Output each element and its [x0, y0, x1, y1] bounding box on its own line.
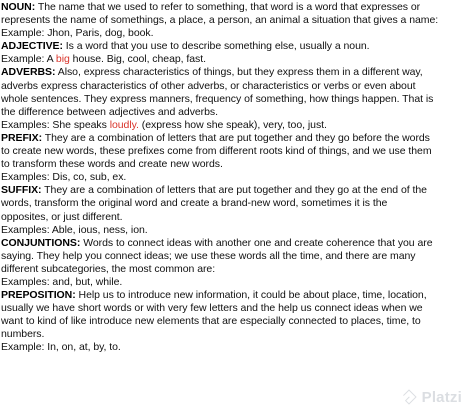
noun-definition-1: The name that we used to refer to something, that word is a word that expresses or [35, 1, 421, 13]
preposition-definition-1: Help us to introduce new information, it could be about place, time, location, [75, 289, 427, 302]
conjuntions-term: CONJUNTIONS: [1, 236, 81, 249]
conjuntions-definition-1: Words to connect ideas with another one and create coherence that you are [80, 236, 433, 249]
prefix-definition-1: They are a combination of letters that are put together and they go before the words [42, 131, 430, 144]
suffix-line-2 [1, 197, 465, 210]
noun-term: NOUN: [1, 1, 36, 13]
conjuntions-example-text: Examples: and, but, while. [1, 275, 123, 288]
conjuntions-line-1 [1, 237, 465, 250]
suffix-definition-3: opposites, or just different. [1, 210, 123, 223]
prefix-line-2 [1, 145, 465, 158]
adverbs-definition-1: Also, express characteristics of things, but they express them in a different way, [55, 66, 423, 79]
noun-example-text: Example: Jhon, Paris, dog, book. [1, 27, 154, 40]
preposition-example-text: Example: In, on, at, by, to. [1, 341, 121, 354]
prefix-term: PREFIX: [1, 131, 43, 144]
adjective-example-post: house. Big, cool, cheap, fast. [69, 53, 206, 66]
preposition-term: PREPOSITION: [1, 289, 76, 302]
platzi-watermark-text: Platzi [421, 388, 462, 406]
conjuntions-line-2 [1, 250, 465, 263]
conjuntions-line-3 [1, 263, 465, 276]
suffix-definition-1: They are a combination of letters that are put together and they go at the end of the [41, 184, 427, 197]
prefix-definition-2: to create new words, these prefixes come from different roots kind of things, and we use them [1, 145, 432, 158]
adjective-example-highlight: big [55, 53, 70, 66]
adverbs-definition-2: adverbs express characteristics of other adverbs, or characteristics or verbs or even about [1, 79, 416, 92]
adverbs-example-pre: Examples: She speaks [1, 118, 110, 131]
adverbs-term: ADVERBS: [1, 66, 56, 79]
preposition-line-4 [1, 328, 465, 341]
document-body [1, 1, 465, 355]
noun-example [1, 27, 465, 40]
adverbs-line-1 [1, 66, 465, 79]
conjuntions-definition-3: different subcategories, the most common are: [1, 262, 216, 275]
noun-line-1 [1, 1, 465, 14]
adverbs-line-2 [1, 80, 465, 93]
adverbs-line-3 [1, 93, 465, 106]
adjective-example [1, 53, 465, 66]
preposition-example [1, 341, 465, 354]
preposition-definition-3: want to kind of like introduce new elements that are especially connected to places, time, to [1, 315, 421, 328]
suffix-line-1 [1, 184, 465, 197]
preposition-line-1 [1, 289, 465, 302]
conjuntions-example [1, 276, 465, 289]
adverbs-example [1, 119, 465, 132]
adverbs-example-highlight: loudly. [109, 118, 139, 131]
prefix-example-text: Examples: Dis, co, sub, ex. [1, 171, 127, 184]
suffix-term: SUFFIX: [1, 184, 42, 197]
prefix-example [1, 171, 465, 184]
adjective-term: ADJECTIVE: [1, 40, 63, 53]
noun-definition-2: represents the name of somethings, a place, a person, an animal a situation that gives a name: [1, 14, 439, 27]
platzi-watermark [400, 388, 462, 406]
adverbs-line-4 [1, 106, 465, 119]
suffix-line-3 [1, 211, 465, 224]
adjective-example-pre: Example: A [1, 53, 56, 66]
suffix-example-text: Examples: Able, ious, ness, ion. [1, 223, 148, 236]
noun-line-2 [1, 14, 465, 27]
prefix-line-1 [1, 132, 465, 145]
preposition-line-2 [1, 302, 465, 315]
preposition-definition-2: usually we have short words or with very few letters and the help us connect ideas when we [1, 302, 423, 315]
adverbs-definition-4: the difference between adjectives and adverbs. [1, 105, 218, 118]
suffix-definition-2: words, transform the original word and create a brand-new word, sometimes it is the [1, 197, 388, 210]
adjective-definition-1: Is a word that you use to describe something else, usually a noun. [62, 40, 370, 53]
prefix-line-3 [1, 158, 465, 171]
preposition-line-3 [1, 315, 465, 328]
platzi-logo-icon [400, 388, 418, 406]
preposition-definition-4: numbers. [1, 328, 45, 341]
adverbs-definition-3: whole sentences. They express manners, frequency of something, how things happen. That is [1, 92, 434, 105]
prefix-definition-3: to transform these words and create new words. [1, 158, 223, 171]
conjuntions-definition-2: saying. They help you connect ideas; we use these words all the time, and there are many [1, 249, 416, 262]
adverbs-example-post: (express how she speak), very, too, just. [138, 118, 327, 131]
suffix-example [1, 224, 465, 237]
adjective-line-1 [1, 40, 465, 53]
